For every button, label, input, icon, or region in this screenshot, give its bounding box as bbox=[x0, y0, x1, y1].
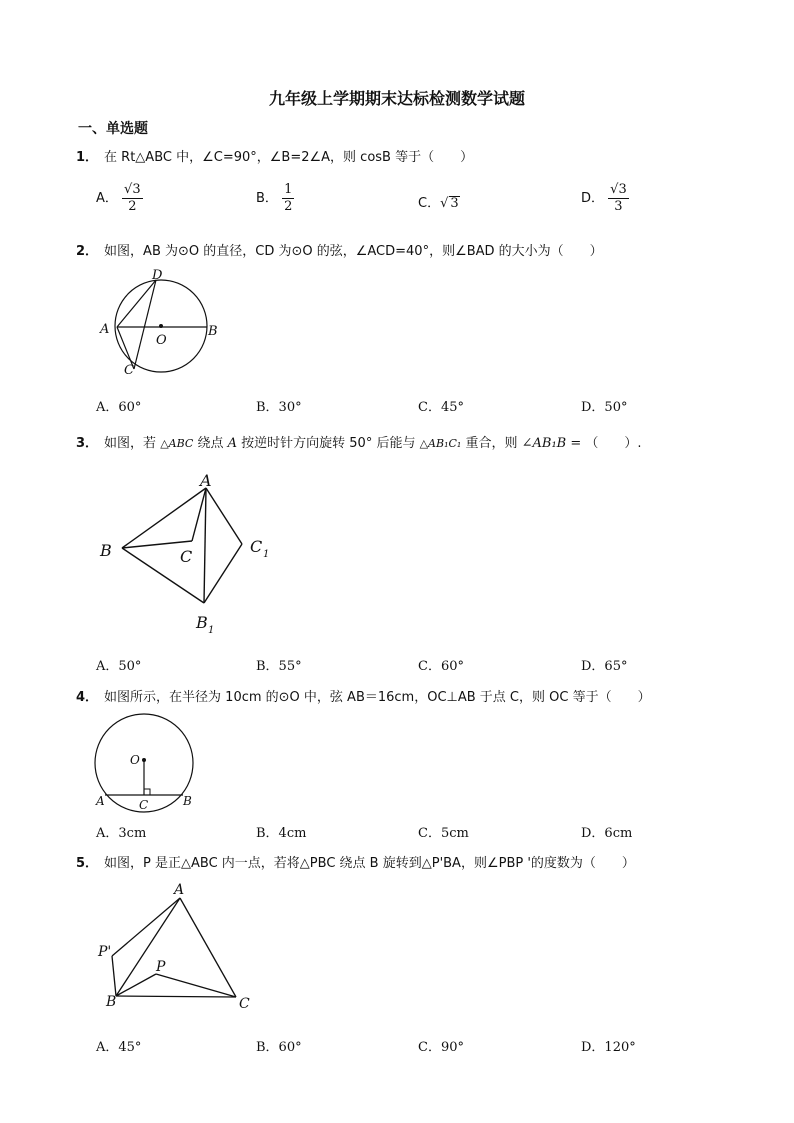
label-c1: C bbox=[250, 537, 263, 556]
label-c1-subscript: 1 bbox=[263, 549, 270, 560]
q4-option-b[interactable]: B．4cm bbox=[256, 826, 307, 841]
question-number: 2． bbox=[76, 244, 99, 259]
label-b: B bbox=[183, 794, 192, 808]
q3-option-a[interactable]: A．50° bbox=[96, 659, 142, 674]
q4-circle-figure bbox=[90, 712, 200, 814]
question-4 bbox=[76, 686, 651, 705]
question-5 bbox=[76, 852, 635, 871]
q1-option-c[interactable]: C．√ 3 bbox=[418, 196, 459, 211]
question-text: 如图，P 是正△ABC 内一点，若将△PBC 绕点 B 旋转到△P'BA，则∠PBP '的度数为（ ） bbox=[104, 856, 635, 871]
q5-option-d[interactable]: D．120° bbox=[581, 1040, 636, 1055]
q1-option-a[interactable]: A． $\frac{√3}{2}$ bbox=[96, 182, 141, 214]
label-p-prime: P' bbox=[98, 944, 112, 960]
section-heading: 一、单选题 bbox=[78, 121, 148, 137]
label-a: A bbox=[100, 322, 110, 337]
q3-option-d[interactable]: D．65° bbox=[581, 659, 628, 674]
question-text: 如图所示，在半径为 10cm 的⊙O 中，弦 AB＝16cm，OC⊥AB 于点 C，则 OC 等于（ ） bbox=[104, 690, 651, 705]
label-b: B bbox=[100, 541, 112, 560]
question-2 bbox=[76, 240, 603, 259]
q2-option-b[interactable]: B．30° bbox=[256, 400, 302, 415]
q2-option-a[interactable]: A．60° bbox=[96, 400, 142, 415]
label-b: B bbox=[106, 994, 117, 1010]
question-number: 4． bbox=[76, 690, 99, 705]
center-point bbox=[159, 324, 163, 328]
q3-rotation-figure bbox=[96, 468, 286, 640]
q2-option-d[interactable]: D．50° bbox=[581, 400, 628, 415]
label-c: C bbox=[124, 363, 134, 378]
label-b: B bbox=[208, 324, 218, 339]
label-b1-subscript: 1 bbox=[208, 625, 215, 636]
question-3: 3． 如图，若 △ABC 绕点 A 按逆时针方向旋转 50° 后能与 △AB₁C₁ 重合，则 ∠AB₁B = （ ）. bbox=[76, 436, 642, 451]
q2-circle-figure bbox=[96, 266, 226, 381]
q3-option-c[interactable]: C．60° bbox=[418, 659, 464, 674]
label-a: A bbox=[96, 794, 105, 808]
q1-option-d[interactable]: D． $\frac{√3}{3}$ bbox=[581, 182, 627, 214]
q5-option-b[interactable]: B．60° bbox=[256, 1040, 302, 1055]
q1-option-b[interactable]: B． $\frac{1}{2}$ bbox=[256, 182, 293, 214]
q4-option-c[interactable]: C．5cm bbox=[418, 826, 469, 841]
question-number: 1． bbox=[76, 150, 99, 165]
page-title: 九年级上学期期末达标检测数学试题 bbox=[268, 89, 525, 108]
label-o: O bbox=[156, 333, 167, 348]
q2-option-c[interactable]: C．45° bbox=[418, 400, 464, 415]
question-text: 如图，AB 为⊙O 的直径，CD 为⊙O 的弦，∠ACD=40°，则∠BAD 的大小为（ ） bbox=[104, 244, 603, 259]
label-c: C bbox=[139, 798, 149, 812]
label-d: D bbox=[152, 268, 163, 283]
q4-option-a[interactable]: A．3cm bbox=[96, 826, 147, 841]
label-c: C bbox=[180, 547, 193, 566]
label-b1: B bbox=[196, 613, 208, 632]
right-angle-mark bbox=[144, 789, 150, 795]
question-text: 在 Rt△ABC 中，∠C=90°，∠B=2∠A，则 cosB 等于（ ） bbox=[104, 150, 474, 165]
label-c: C bbox=[239, 996, 250, 1012]
label-o: O bbox=[130, 753, 140, 767]
q4-option-d[interactable]: D．6cm bbox=[581, 826, 633, 841]
label-p: P bbox=[156, 959, 166, 975]
center-point bbox=[142, 758, 146, 762]
q5-option-a[interactable]: A．45° bbox=[96, 1040, 142, 1055]
q3-option-b[interactable]: B．55° bbox=[256, 659, 302, 674]
question-1 bbox=[76, 146, 473, 165]
label-a: A bbox=[174, 882, 185, 898]
question-number: 3． bbox=[76, 436, 99, 451]
label-a: A bbox=[200, 471, 212, 490]
question-number: 5． bbox=[76, 856, 99, 871]
q5-triangle-figure bbox=[94, 878, 264, 1018]
q5-option-c[interactable]: C．90° bbox=[418, 1040, 464, 1055]
